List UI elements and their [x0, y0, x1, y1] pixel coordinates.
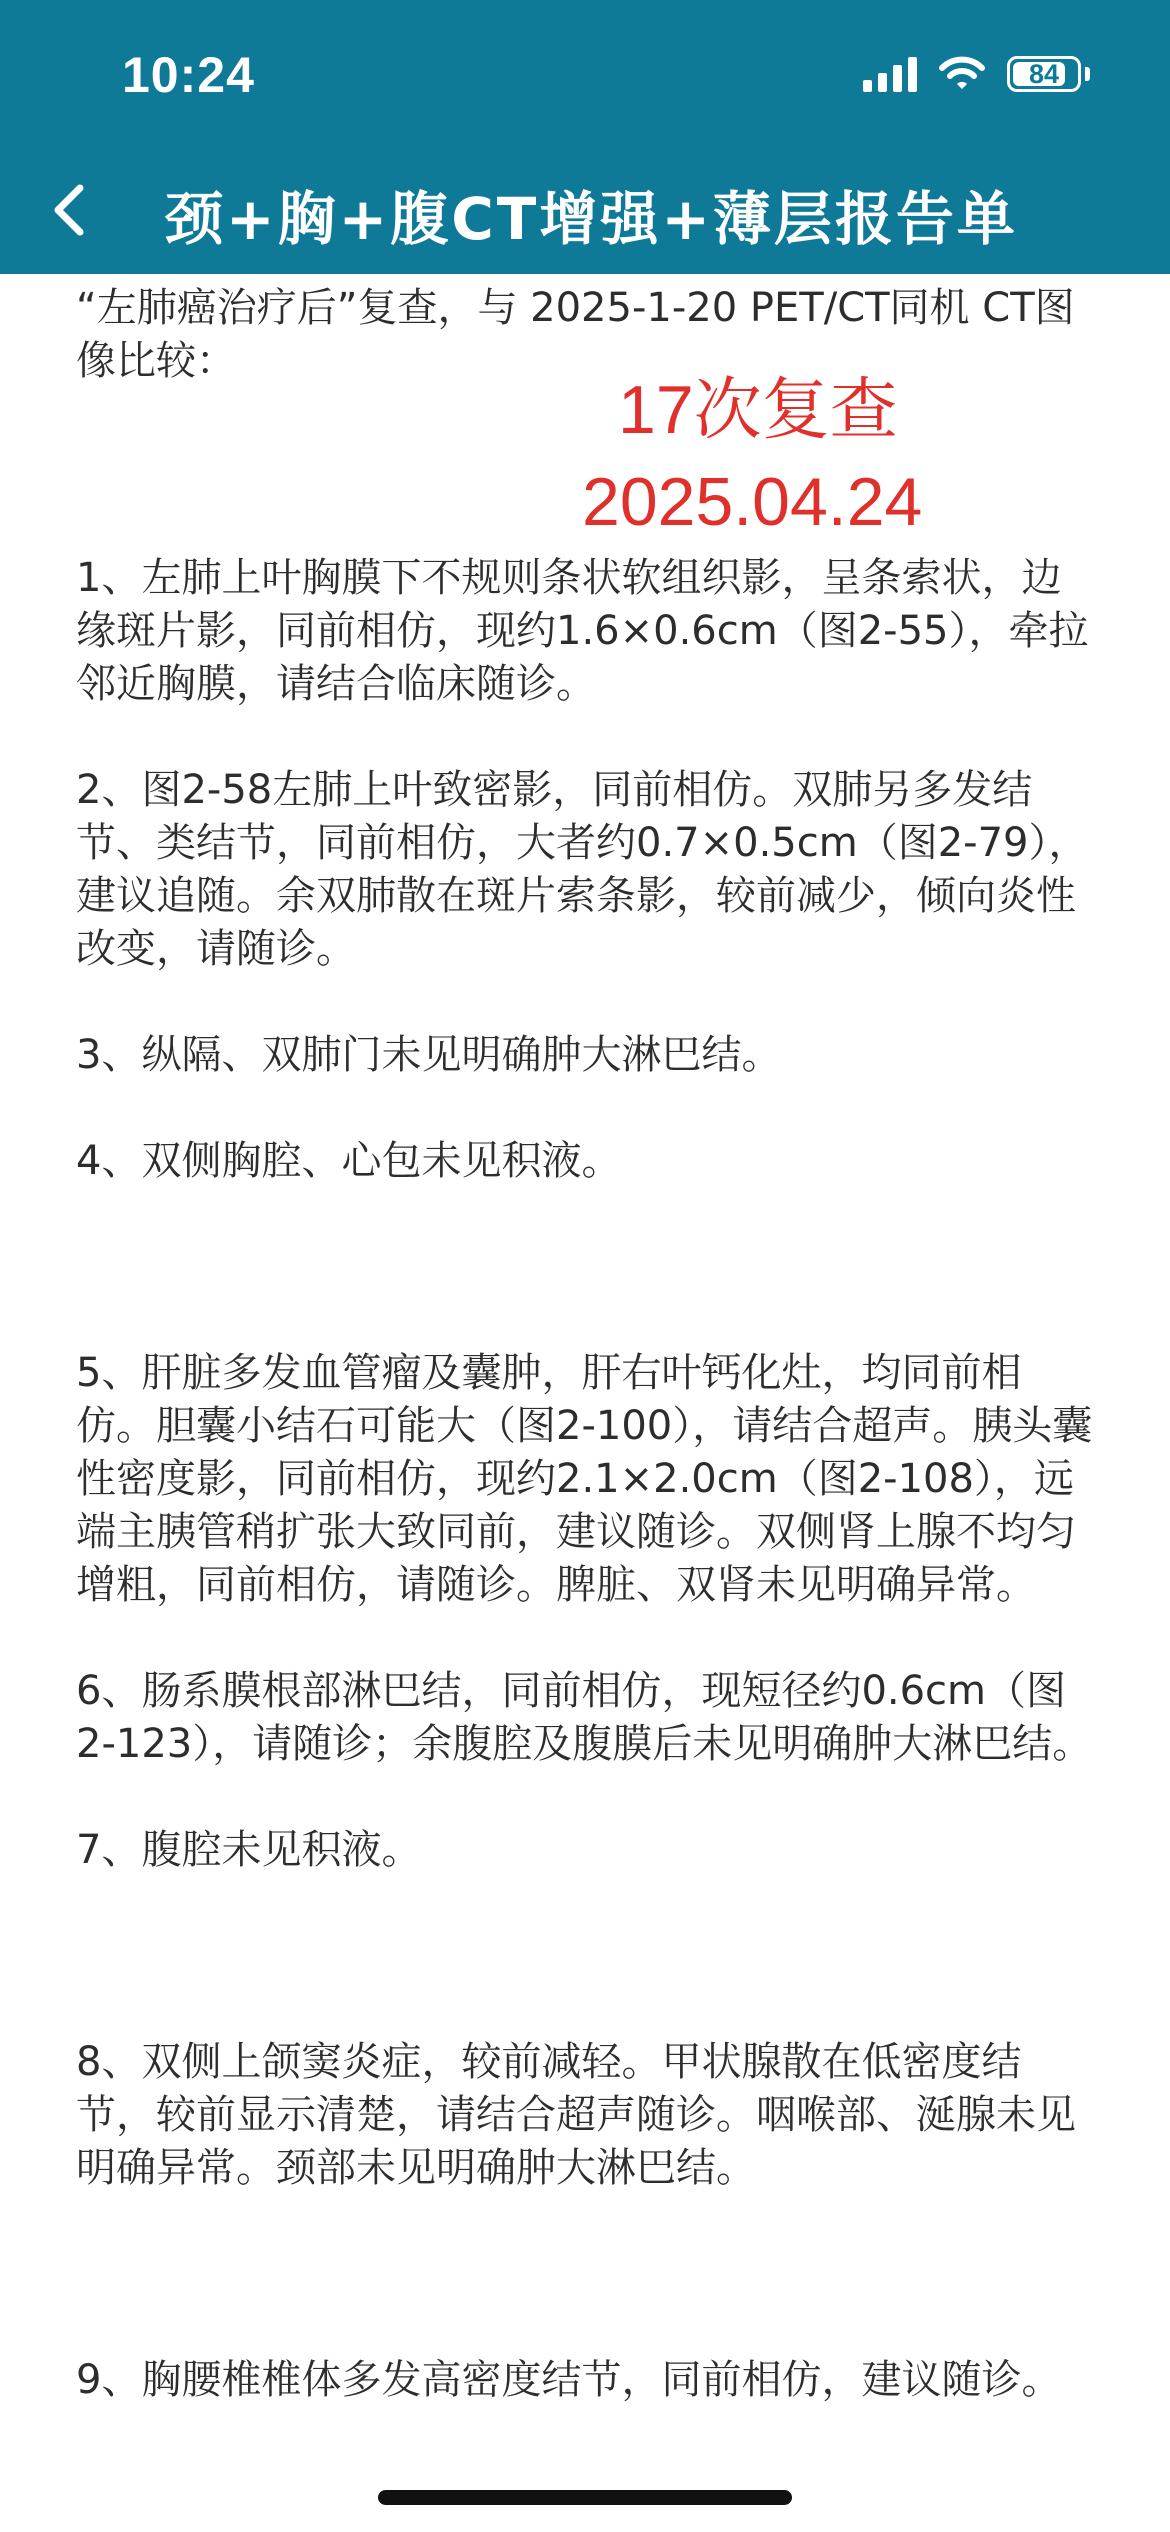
- finding-6: 6、肠系膜根部淋巴结，同前相仿，现短径约0.6cm（图2-123），请随诊；余腹腔及腹膜后未见明确肿大淋巴结。: [76, 1668, 1093, 1767]
- navigation-bar: [0, 160, 1170, 260]
- battery-icon: [1007, 56, 1081, 92]
- finding-7: 7、腹腔未见积液。: [76, 1827, 422, 1873]
- back-button[interactable]: [42, 178, 102, 242]
- finding-1: 1、左肺上叶胸膜下不规则条状软组织影，呈条索状，边缘斑片影，同前相仿，现约1.6×0.6cm（图2-55），牵拉邻近胸膜，请结合临床随诊。: [76, 555, 1089, 707]
- app-header: [0, 0, 1170, 274]
- status-time: 10:24: [122, 47, 255, 103]
- finding-9: 9、胸腰椎椎体多发高密度结节，同前相仿，建议随诊。: [76, 2357, 1062, 2403]
- wifi-icon: [939, 56, 985, 92]
- finding-4: 4、双侧胸腔、心包未见积液。: [76, 1138, 622, 1184]
- home-indicator: [378, 2490, 792, 2505]
- cellular-signal-icon: [863, 56, 917, 92]
- battery-cap: [1085, 67, 1090, 81]
- annotation-date: 2025.04.24: [582, 464, 923, 540]
- finding-2: 2、图2-58左肺上叶致密影，同前相仿。双肺另多发结节、类结节，同前相仿，大者约0.7×0.5cm（图2-79），建议追随。余双肺散在斑片索条影，较前减少，倾向炎性改变，请随诊。: [76, 767, 1089, 972]
- report-body: [76, 282, 1096, 2407]
- annotation-followup-count: 17次复查: [618, 372, 898, 448]
- status-icons: [863, 56, 1090, 92]
- finding-5: 5、肝脏多发血管瘤及囊肿，肝右叶钙化灶，均同前相仿。胆囊小结石可能大（图2-100），请结合超声。胰头囊性密度影，同前相仿，现约2.1×2.0cm（图2-108），远端主胰管稍扩张大致同前，建议随诊。双侧肾上腺不均匀增粗，同前相仿，请随诊。脾脏、双肾未见明确异常。: [76, 1350, 1093, 1608]
- report-intro: “左肺癌治疗后”复查，与 2025-1-20 PET/CT同机 CT图像比较：: [76, 285, 1075, 384]
- finding-3: 3、纵隔、双肺门未见明确肿大淋巴结。: [76, 1032, 782, 1078]
- page-title: 颈+胸+腹CT增强+薄层报告单: [165, 185, 1018, 253]
- finding-8: 8、双侧上颌窦炎症，较前减轻。甲状腺散在低密度结节，较前显示清楚，请结合超声随诊。咽喉部、涎腺未见明确异常。颈部未见明确肿大淋巴结。: [76, 2039, 1076, 2191]
- battery-level: 84: [1028, 58, 1060, 89]
